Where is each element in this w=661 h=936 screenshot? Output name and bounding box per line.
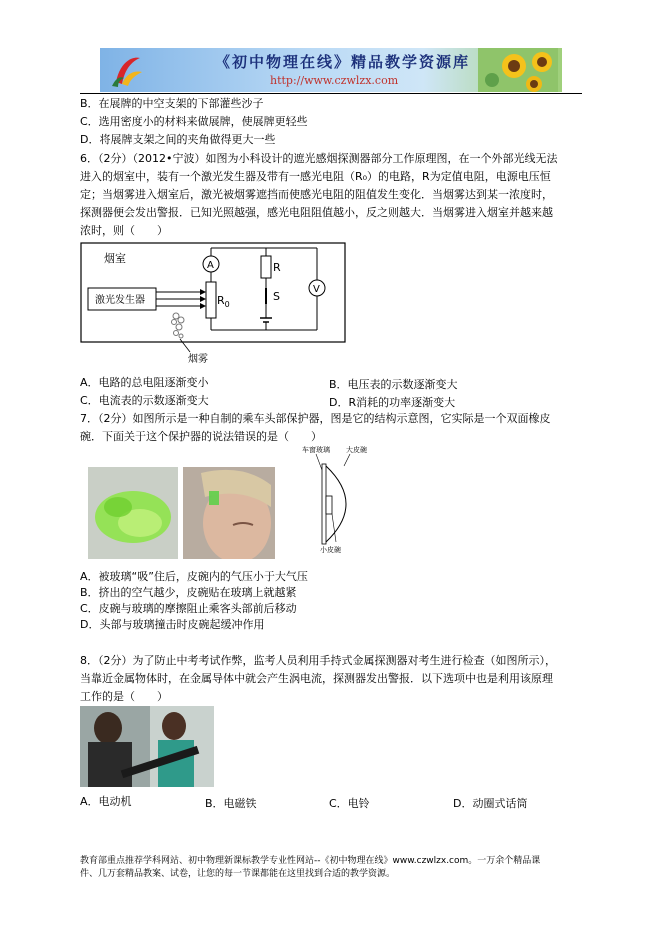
- q8-stem-line: 当靠近金属物体时，在金属导体中就会产生涡电流，探测器发出警报．以下选项中也是利用该原理: [80, 672, 553, 685]
- q5-option-d: D．将展牌支架之间的夹角做得更大一些: [80, 133, 276, 146]
- q7-stem-line: 7．（2分）如图所示是一种自制的乘车头部保护器，图是它的结构示意图，它实际是一个双面橡皮: [80, 412, 551, 425]
- page-footer: [80, 855, 600, 881]
- metal-detector-photo: [80, 706, 214, 787]
- banner-title: 《初中物理在线》精品教学资源库: [215, 53, 471, 71]
- header-banner: [100, 48, 562, 92]
- smoke-illustration: [172, 313, 185, 338]
- q6-option-c: C．电流表的示数逐渐变大: [80, 394, 209, 407]
- s-label: S: [273, 290, 280, 303]
- q8-option-d: D．动圈式话筒: [453, 797, 528, 810]
- q6-stem-line: 定；当烟雾进入烟室后，激光被烟雾遮挡而使感光电阻的阻值发生变化．当烟雾达到某一浓度时，: [80, 188, 553, 201]
- q6-option-d: D．R消耗的功率逐渐变大: [329, 396, 456, 409]
- q7-option-c: C．皮碗与玻璃的摩擦阻止乘客头部前后移动: [80, 602, 297, 615]
- q6-stem-line: 浓时，则（ ）: [80, 224, 168, 237]
- q8-stem-line: 工作的是（ ）: [80, 690, 168, 703]
- smoke-detector-circuit-diagram: [80, 242, 346, 364]
- footer-line: 教育部重点推荐学科网站、初中物理新课标教学专业性网站--《初中物理在线》www.czwlzx.com。一万余个精品课: [80, 856, 541, 866]
- q7-stem-line: 碗．下面关于这个保护器的说法错误的是（ ）: [80, 430, 322, 443]
- q6-stem-line: 进入的烟室中，装有一个激光发生器及带有一感光电阻（R₀）的电路，R为定值电阻，电源电压恒: [80, 170, 551, 183]
- q6-option-a: A．电路的总电阻逐渐变小: [80, 376, 209, 389]
- r-label: R: [273, 261, 281, 274]
- head-protector-photo: [183, 467, 275, 559]
- window-glass: [322, 464, 326, 544]
- q6-stem-line: 6．（2分）（2012•宁波）如图为小科设计的遮光感烟探测器部分工作原理图，在一个外部光线无法: [80, 152, 558, 165]
- footer-line: 件、几万套精品教案、试卷，让您的每一节课都能在这里找到合适的教学资源。: [80, 869, 396, 879]
- q7-option-d: D．头部与玻璃撞击时皮碗起缓冲作用: [80, 618, 265, 631]
- q5-option-b: B．在展牌的中空支架的下部灌些沙子: [80, 97, 264, 110]
- q6-option-b: B．电压表的示数逐渐变大: [329, 378, 458, 391]
- q6-stem-line: 探测器便会发出警报．已知光照越强，感光电阻阻值越小，反之则越大．当烟雾进入烟室并越来越: [80, 206, 553, 219]
- small-cup: [326, 496, 332, 514]
- q8-option-c: C．电铃: [329, 797, 370, 810]
- room-label: 烟室: [104, 252, 126, 265]
- glass-label: 车窗玻璃: [302, 446, 330, 454]
- suction-cup-structure-diagram: [300, 444, 378, 556]
- q7-option-a: A．被玻璃“吸”住后，皮碗内的气压小于大气压: [80, 570, 308, 583]
- small-cup-label: 小皮碗: [320, 546, 341, 554]
- big-cup-label: 大皮碗: [346, 446, 367, 454]
- q5-option-c: C．选用密度小的材料来做展牌，使展牌更轻些: [80, 115, 308, 128]
- resistor-r: [261, 256, 271, 278]
- q7-option-b: B．挤出的空气越少，皮碗贴在玻璃上就越紧: [80, 586, 297, 599]
- q8-option-b: B．电磁铁: [205, 797, 257, 810]
- site-logo-icon: [110, 52, 144, 88]
- laser-label: 激光发生器: [95, 295, 145, 306]
- banner-url[interactable]: http://www.czwlzx.com: [270, 74, 399, 87]
- q8-option-a: A．电动机: [80, 795, 132, 808]
- r0-label: $R_0$: [217, 294, 230, 309]
- ammeter-label: A: [207, 260, 214, 271]
- photoresistor-r0: [206, 282, 216, 318]
- smoke-label: 烟雾: [188, 354, 208, 364]
- suction-cup-photo: [88, 467, 178, 559]
- header-divider: [80, 93, 582, 94]
- sunflower-image: [478, 48, 558, 92]
- q8-stem-line: 8．（2分）为了防止中考考试作弊，监考人员利用手持式金属探测器对考生进行检查（如图所示），: [80, 654, 556, 667]
- voltmeter-label: V: [313, 284, 320, 295]
